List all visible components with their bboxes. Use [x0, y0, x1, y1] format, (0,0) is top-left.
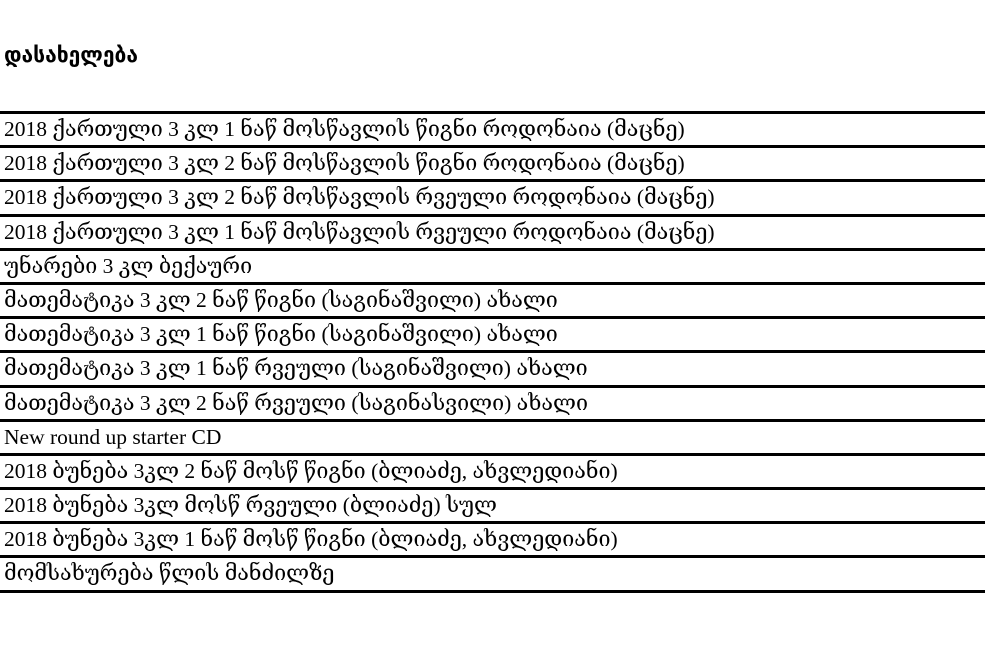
table-row: მათემატიკა 3 კლ 1 ნაწ რვეული (საგინაშვილი) ახალი	[0, 353, 985, 387]
items-table	[0, 111, 985, 593]
table-row: მათემატიკა 3 კლ 2 ნაწ რვეული (საგინასვილი) ახალი	[0, 388, 985, 422]
table-row: 2018 ქართული 3 კლ 1 ნაწ მოსწავლის რვეული როდონაია (მაცნე)	[0, 217, 985, 251]
table-row: 2018 ქართული 3 კლ 1 ნაწ მოსწავლის წიგნი როდონაია (მაცნე)	[0, 114, 985, 148]
table-row: მათემატიკა 3 კლ 2 ნაწ წიგნი (საგინაშვილი) ახალი	[0, 285, 985, 319]
table-row: 2018 ქართული 3 კლ 2 ნაწ მოსწავლის რვეული როდონაია (მაცნე)	[0, 182, 985, 216]
table-row: მომსახურება წლის მანძილზე	[0, 558, 985, 592]
table-row: New round up starter CD	[0, 422, 985, 456]
table-row: 2018 ბუნება 3კლ 1 ნაწ მოსწ წიგნი (ბლიაძე, ახვლედიანი)	[0, 524, 985, 558]
table-row: 2018 ქართული 3 კლ 2 ნაწ მოსწავლის წიგნი როდონაია (მაცნე)	[0, 148, 985, 182]
table-row: 2018 ბუნება 3კლ 2 ნაწ მოსწ წიგნი (ბლიაძე, ახვლედიანი)	[0, 456, 985, 490]
table-row: 2018 ბუნება 3კლ მოსწ რვეული (ბლიაძე) სულ	[0, 490, 985, 524]
column-header: დასახელება	[4, 43, 138, 67]
table-row: უნარები 3 კლ ბექაური	[0, 251, 985, 285]
table-row: მათემატიკა 3 კლ 1 ნაწ წიგნი (საგინაშვილი) ახალი	[0, 319, 985, 353]
